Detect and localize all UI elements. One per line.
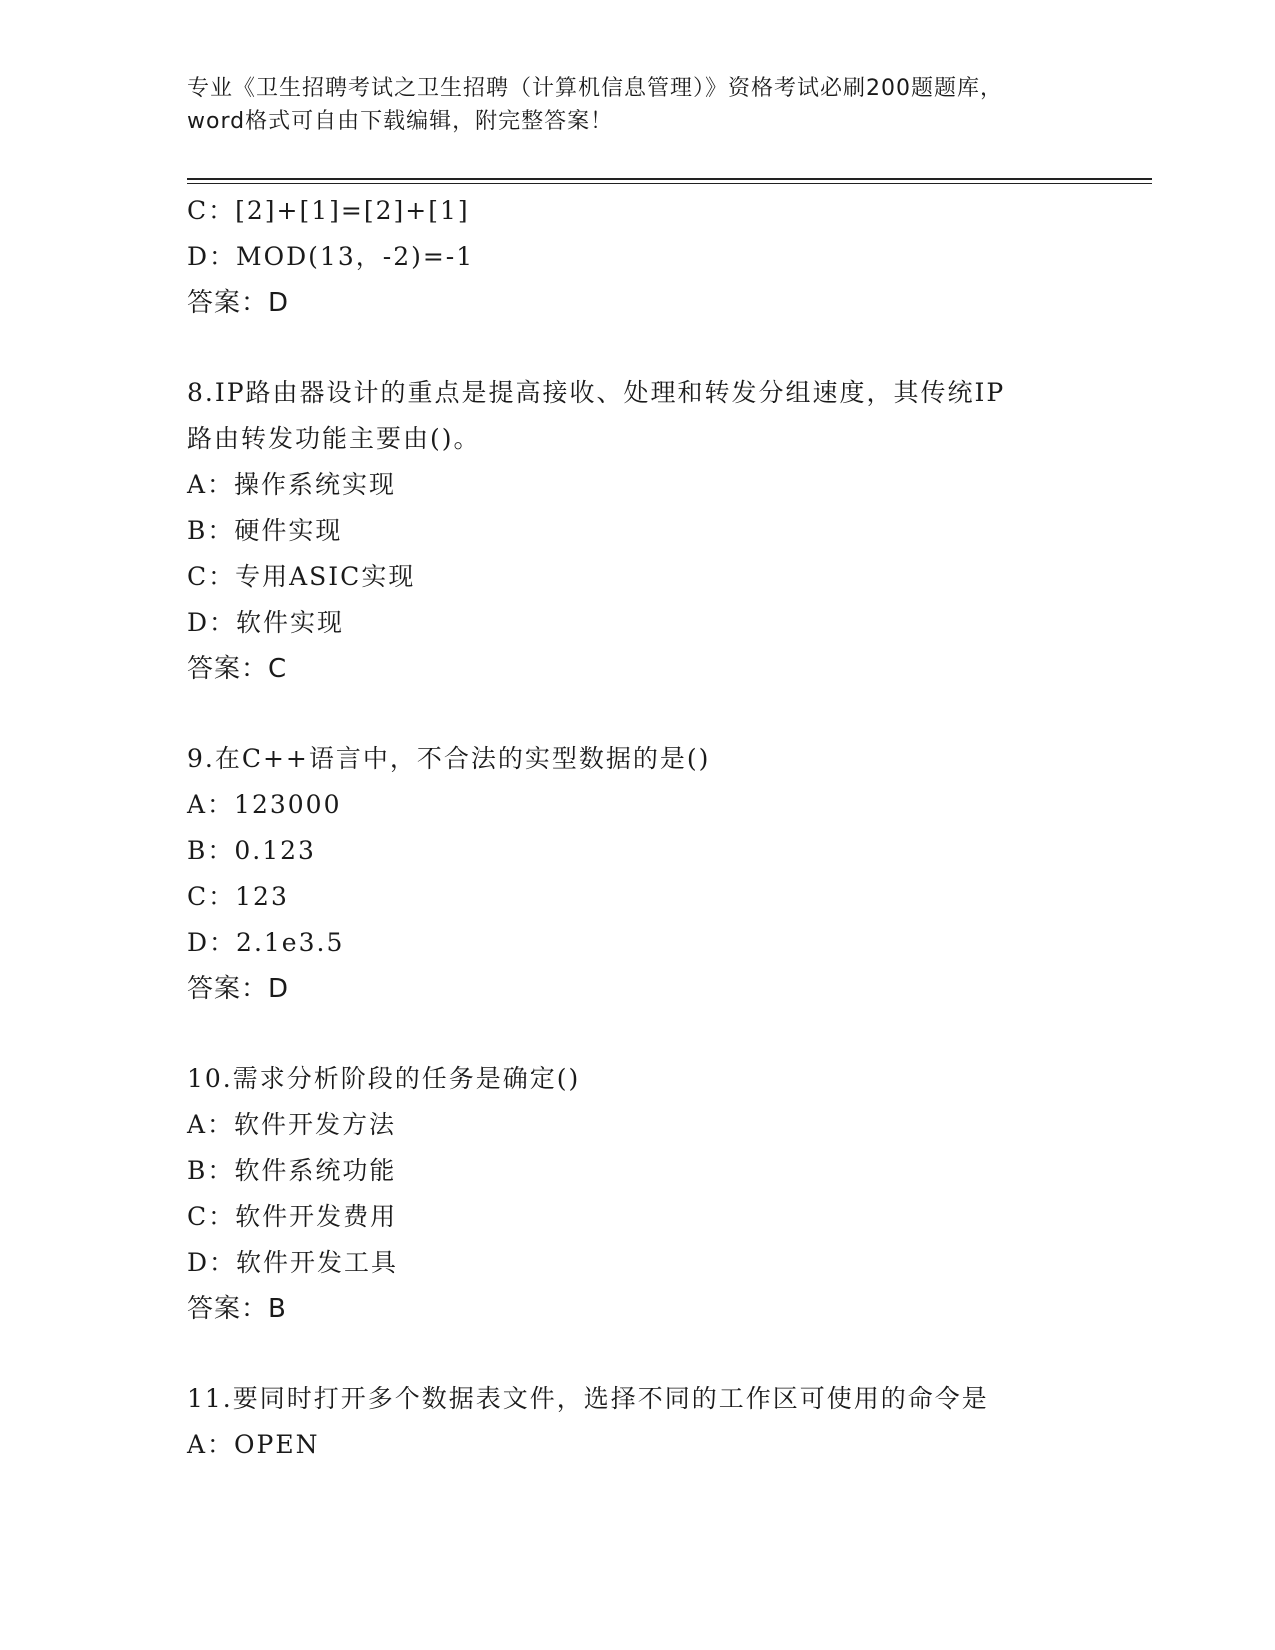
- option-b: B：0.123: [187, 836, 316, 865]
- question-8: [187, 370, 1147, 692]
- option-c: C：[2]+[1]=[2]+[1]: [187, 196, 470, 225]
- spacer: [187, 326, 1147, 370]
- question-11: [187, 1376, 1147, 1468]
- option-a: A：软件开发方法: [187, 1110, 397, 1139]
- header-divider-thick: [187, 178, 1152, 180]
- option-a: A：OPEN: [187, 1430, 320, 1459]
- header-title-line-1: 专业《卫生招聘考试之卫生招聘（计算机信息管理）》资格考试必刷200题题库，: [187, 76, 1003, 101]
- option-b: B：软件系统功能: [187, 1156, 397, 1185]
- option-a: A：操作系统实现: [187, 470, 397, 499]
- question-stem: 8.IP路由器设计的重点是提高接收、处理和转发分组速度，其传统IP: [187, 378, 1006, 407]
- option-d: D：软件实现: [187, 608, 345, 637]
- option-d: D：MOD(13，-2)=-1: [187, 242, 475, 271]
- question-stem-continued: 路由转发功能主要由()。: [187, 424, 481, 453]
- option-b: B：硬件实现: [187, 516, 343, 545]
- question-stem: 10.需求分析阶段的任务是确定(): [187, 1064, 581, 1093]
- option-c: C：专用ASIC实现: [187, 562, 416, 591]
- continued-question: [187, 188, 1147, 326]
- option-c: C：软件开发费用: [187, 1202, 398, 1231]
- option-c: C：123: [187, 882, 289, 911]
- option-d: D：2.1e3.5: [187, 928, 345, 957]
- option-d: D：软件开发工具: [187, 1248, 399, 1277]
- answer-line: 答案：C: [187, 654, 288, 684]
- question-10: [187, 1056, 1147, 1332]
- question-stem: 11.要同时打开多个数据表文件，选择不同的工作区可使用的命令是: [187, 1384, 989, 1413]
- option-a: A：123000: [187, 790, 342, 819]
- page-header: [187, 72, 1087, 138]
- answer-line: 答案：D: [187, 288, 290, 318]
- header-divider-thin: [187, 183, 1152, 184]
- spacer: [187, 1012, 1147, 1056]
- question-stem: 9.在C++语言中，不合法的实型数据的是(): [187, 744, 711, 773]
- question-9: [187, 736, 1147, 1012]
- answer-line: 答案：D: [187, 974, 290, 1004]
- spacer: [187, 692, 1147, 736]
- header-title-line-2: word格式可自由下载编辑，附完整答案！: [187, 109, 614, 134]
- question-list: [187, 188, 1147, 1468]
- spacer: [187, 1332, 1147, 1376]
- answer-line: 答案：B: [187, 1294, 287, 1324]
